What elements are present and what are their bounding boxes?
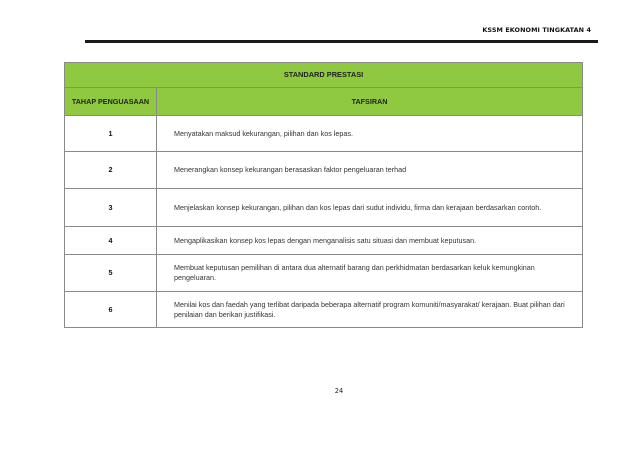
description-cell: Membuat keputusan pemilihan di antara dua alternatif barang dan perkhidmatan berdasarkan keluk kemungkinan pengeluaran. bbox=[157, 255, 583, 292]
description-cell: Menjelaskan konsep kekurangan, pilihan dan kos lepas dari sudut individu, firma dan kerajaan berdasarkan contoh. bbox=[157, 189, 583, 227]
level-cell: 1 bbox=[65, 116, 157, 152]
level-cell: 6 bbox=[65, 292, 157, 328]
table-row bbox=[65, 255, 583, 292]
table-header-row bbox=[65, 88, 583, 116]
table-row bbox=[65, 152, 583, 189]
table-row bbox=[65, 116, 583, 152]
table-title: STANDARD PRESTASI bbox=[65, 63, 583, 88]
column-header-description: TAFSIRAN bbox=[157, 88, 583, 116]
level-cell: 4 bbox=[65, 227, 157, 255]
table-row bbox=[65, 292, 583, 328]
description-cell: Mengaplikasikan konsep kos lepas dengan menganalisis satu situasi dan membuat keputusan. bbox=[157, 227, 583, 255]
page-number: 24 bbox=[334, 387, 344, 395]
level-cell: 3 bbox=[65, 189, 157, 227]
description-cell: Menyatakan maksud kekurangan, pilihan dan kos lepas. bbox=[157, 116, 583, 152]
table-title-row bbox=[65, 63, 583, 88]
description-cell: Menilai kos dan faedah yang terlibat daripada beberapa alternatif program komuniti/masyarakat/ kerajaan. Buat pilihan dari penilaian dan berikan justifikasi. bbox=[157, 292, 583, 328]
description-cell: Menerangkan konsep kekurangan berasaskan faktor pengeluaran terhad bbox=[157, 152, 583, 189]
level-cell: 5 bbox=[65, 255, 157, 292]
standard-prestasi-table bbox=[64, 62, 583, 328]
table-row bbox=[65, 227, 583, 255]
level-cell: 2 bbox=[65, 152, 157, 189]
table-row bbox=[65, 189, 583, 227]
column-header-level: TAHAP PENGUASAAN bbox=[65, 88, 157, 116]
document-header: KSSM EKONOMI TINGKATAN 4 bbox=[482, 26, 591, 34]
header-divider bbox=[85, 40, 598, 43]
